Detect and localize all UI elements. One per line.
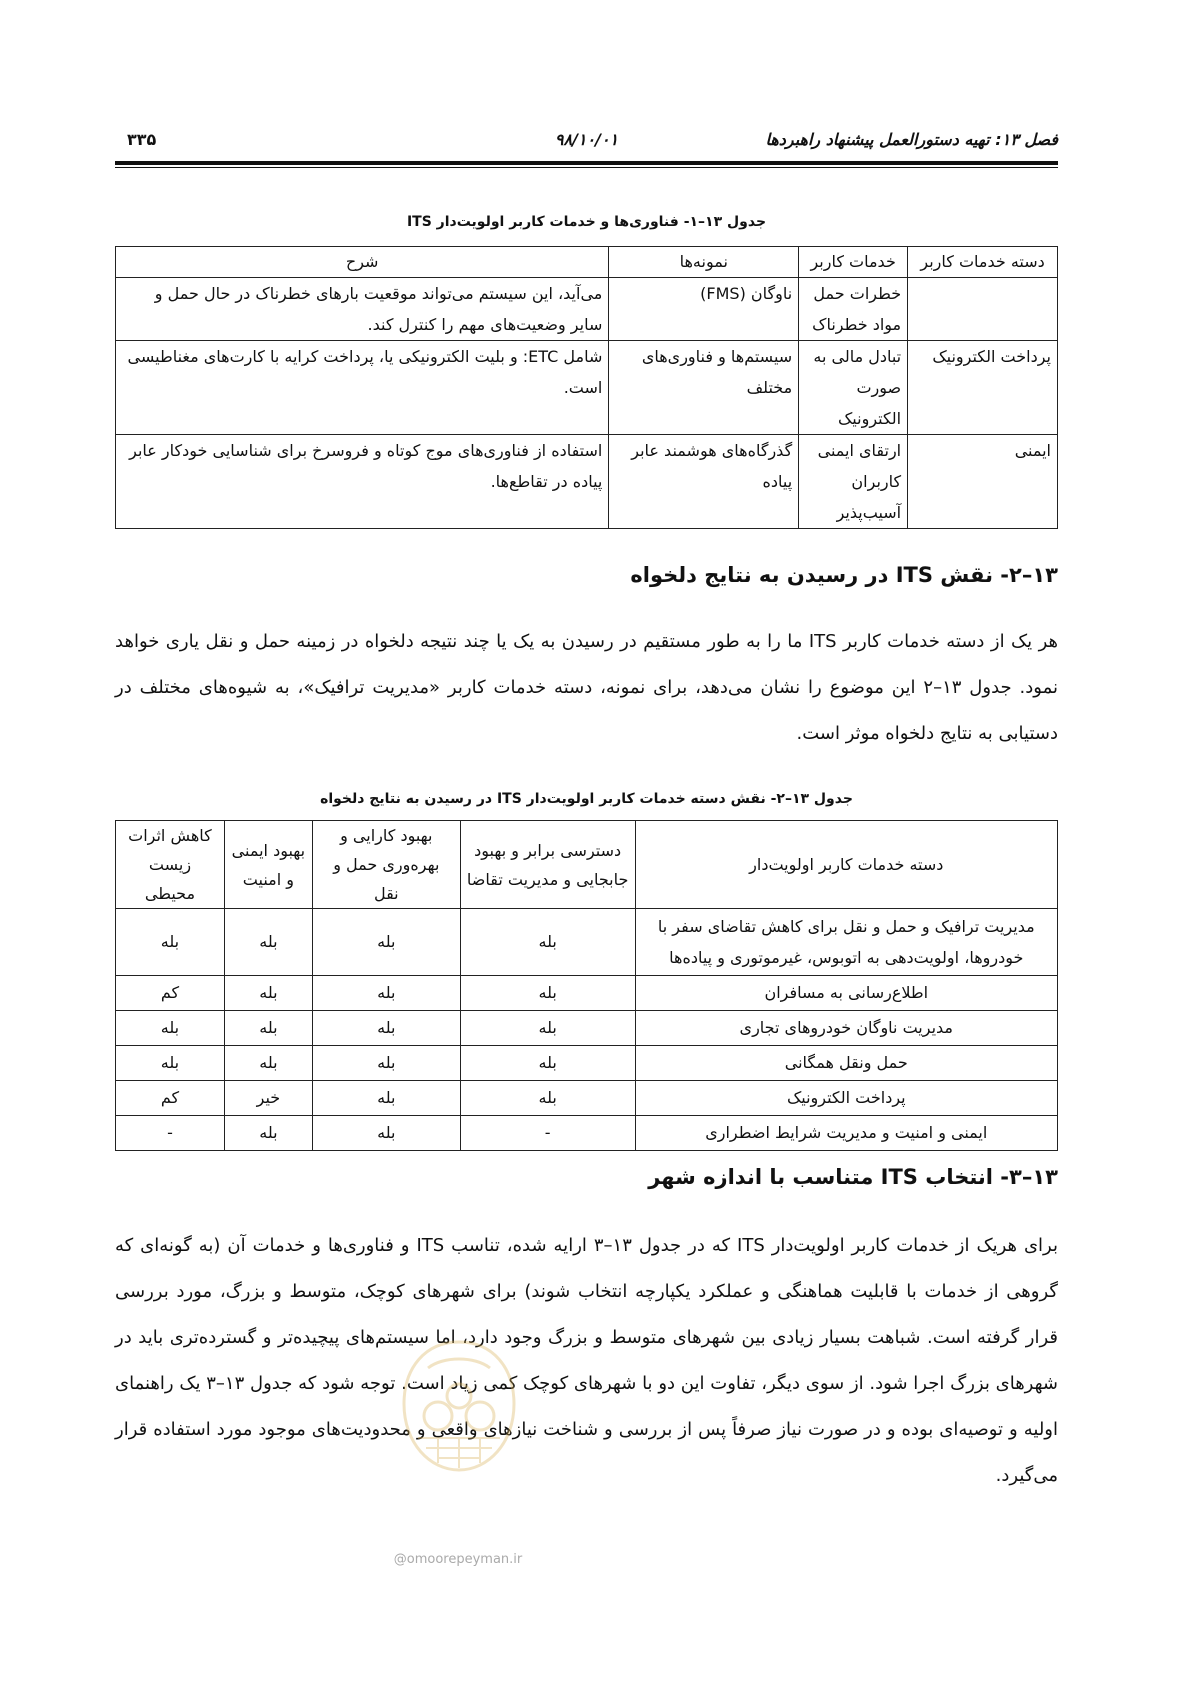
table2-service: مدیریت ترافیک و حمل و نقل برای کاهش تقاضای سفر با خودروها، اولویت‌دهی به اتوبوس، غیرموتوری و پیاده‌ها bbox=[635, 909, 1057, 976]
table2-header-cell: دسته خدمات کاربر اولویت‌دار bbox=[635, 821, 1057, 909]
section2-paragraph: هر یک از دسته خدمات کاربر ITS ما را به طور مستقیم در رسیدن به یک یا چند نتیجه دلخواه در زمینه حمل و نقل یاری خواهد نمود. جدول ۱۳–۲ این موضوع را نشان می‌دهد، برای نمونه، دسته خدمات کاربر «مدیریت ترافیک»، به شیوه‌های مختلف در دستیابی به نتایج دلخواه موثر است. bbox=[115, 631, 1058, 744]
table2-header-row bbox=[116, 821, 1058, 909]
table2-environment: بله bbox=[116, 1046, 225, 1081]
table2-access: - bbox=[460, 1116, 635, 1151]
page-number: ۳۳۵ bbox=[127, 130, 157, 149]
table1-header-row bbox=[116, 247, 1058, 278]
table2-efficiency: بله bbox=[312, 1081, 460, 1116]
table1-example: گذرگاه‌های هوشمند عابر پیاده bbox=[609, 435, 799, 529]
table1-header-cell: شرح bbox=[116, 247, 609, 278]
table2-header-cell: دسترسی برابر و بهبود جابجایی و مدیریت تقاضا bbox=[460, 821, 635, 909]
table2-safety: بله bbox=[224, 1116, 312, 1151]
table2-environment: کم bbox=[116, 976, 225, 1011]
table2-access: بله bbox=[460, 1046, 635, 1081]
table2-service: اطلاع‌رسانی به مسافران bbox=[635, 976, 1057, 1011]
table2-header-cell: بهبود کارایی و بهره‌وری حمل و نقل bbox=[312, 821, 460, 909]
table-row bbox=[116, 435, 1058, 529]
table2-environment: بله bbox=[116, 1011, 225, 1046]
table-row bbox=[116, 909, 1058, 976]
table2-access: بله bbox=[460, 1081, 635, 1116]
table2 bbox=[115, 820, 1058, 1151]
section2-heading: ۱۳–۲- نقش ITS در رسیدن به نتایج دلخواه bbox=[630, 563, 1058, 587]
table2-safety: بله bbox=[224, 1011, 312, 1046]
table1-header-cell: نمونه‌ها bbox=[609, 247, 799, 278]
table2-header-cell: بهبود ایمنی و امنیت bbox=[224, 821, 312, 909]
table2-service: پرداخت الکترونیک bbox=[635, 1081, 1057, 1116]
table2-environment: کم bbox=[116, 1081, 225, 1116]
table1-category: پرداخت الکترونیک bbox=[908, 341, 1058, 435]
table1-description: استفاده از فناوری‌های موج کوتاه و فروسرخ برای شناسایی خودکار عابر پیاده در تقاطع‌ها. bbox=[116, 435, 609, 529]
table2-environment: بله bbox=[116, 909, 225, 976]
table2-environment: - bbox=[116, 1116, 225, 1151]
section3-heading: ۱۳–۳- انتخاب ITS متناسب با اندازه شهر bbox=[648, 1165, 1058, 1189]
table2-safety: بله bbox=[224, 1046, 312, 1081]
table1-example: ناوگان (FMS) bbox=[609, 278, 799, 341]
table2-safety: بله bbox=[224, 909, 312, 976]
table1-header-cell: خدمات کاربر bbox=[799, 247, 908, 278]
table1-header-cell: دسته خدمات کاربر bbox=[908, 247, 1058, 278]
table1-category: ایمنی bbox=[908, 435, 1058, 529]
table-row bbox=[116, 1046, 1058, 1081]
table-row bbox=[116, 1081, 1058, 1116]
header-rule-thick bbox=[115, 161, 1058, 165]
table1 bbox=[115, 246, 1058, 529]
table1-description: می‌آید، این سیستم می‌تواند موقعیت بارهای خطرناک در حال حمل و سایر وضعیت‌های مهم را کنترل کند. bbox=[116, 278, 609, 341]
table-row bbox=[116, 1011, 1058, 1046]
table1-example: سیستم‌ها و فناوری‌های مختلف bbox=[609, 341, 799, 435]
table-row bbox=[116, 278, 1058, 341]
table2-header-cell: کاهش اثرات زیست محیطی bbox=[116, 821, 225, 909]
watermark-url: @omoorepeyman.ir bbox=[393, 1552, 523, 1567]
table1-service: خطرات حمل مواد خطرناک bbox=[799, 278, 908, 341]
table2-caption: جدول ۱۳–۲- نقش دسته خدمات کاربر اولویت‌دار ITS در رسیدن به نتایج دلخواه bbox=[320, 791, 853, 807]
table2-efficiency: بله bbox=[312, 1116, 460, 1151]
header-date: ۹۸/۱۰/۰۱ bbox=[554, 130, 619, 149]
table2-safety: بله bbox=[224, 976, 312, 1011]
table1-description: شامل ETC: و بلیت الکترونیکی یا، پرداخت کرایه با کارت‌های مغناطیسی است. bbox=[116, 341, 609, 435]
table-row bbox=[116, 341, 1058, 435]
table1-service: تبادل مالی به صورت الکترونیک bbox=[799, 341, 908, 435]
chapter-title: فصل ۱۳: تهیه دستورالعمل پیشنهاد راهبردها bbox=[765, 130, 1058, 149]
table2-access: بله bbox=[460, 1011, 635, 1046]
table2-access: بله bbox=[460, 909, 635, 976]
watermark-logo bbox=[398, 1338, 520, 1474]
table1-category bbox=[908, 278, 1058, 341]
table-row bbox=[116, 976, 1058, 1011]
header-rule-thin bbox=[115, 167, 1058, 168]
table1-service: ارتقای ایمنی کاربران آسیب‌پذیر bbox=[799, 435, 908, 529]
table2-efficiency: بله bbox=[312, 1046, 460, 1081]
table2-efficiency: بله bbox=[312, 909, 460, 976]
section3-paragraph: برای هریک از خدمات کاربر اولویت‌دار ITS که در جدول ۱۳–۳ ارایه شده، تناسب ITS و فناوری‌ها و خدمات آن (به گونه‌ای که گروهی از خدمات با قابلیت هماهنگی و عملکرد یکپارچه انتخاب شوند) برای شهرهای کوچک، متوسط و بزرگ، مورد بررسی قرار گرفته است. شباهت بسیار زیادی بین شهرهای متوسط و بزرگ وجود دارد، اما سیستم‌های پیچیده‌تر و گسترده‌تری باید در شهرهای بزرگ اجرا شود. از سوی دیگر، تفاوت این دو با شهرهای کوچک کمی زیاد است. توجه شود که جدول ۱۳–۳ یک راهنمای اولیه و توصیه‌ای بوده و در صورت نیاز صرفاً پس از بررسی و شناخت نیازهای واقعی و محدودیت‌های موجود مورد استفاده قرار می‌گیرد. bbox=[115, 1235, 1059, 1486]
table2-service: مدیریت ناوگان خودروهای تجاری bbox=[635, 1011, 1057, 1046]
document-page bbox=[115, 0, 1058, 1684]
table2-access: بله bbox=[460, 976, 635, 1011]
table2-service: ایمنی و امنیت و مدیریت شرایط اضطراری bbox=[635, 1116, 1057, 1151]
table2-efficiency: بله bbox=[312, 1011, 460, 1046]
table2-efficiency: بله bbox=[312, 976, 460, 1011]
table-row bbox=[116, 1116, 1058, 1151]
page-header bbox=[115, 130, 1058, 156]
table1-caption: جدول ۱۳–۱- فناوری‌ها و خدمات کاربر اولویت‌دار ITS bbox=[406, 214, 767, 230]
table2-safety: خیر bbox=[224, 1081, 312, 1116]
table2-service: حمل ونقل همگانی bbox=[635, 1046, 1057, 1081]
